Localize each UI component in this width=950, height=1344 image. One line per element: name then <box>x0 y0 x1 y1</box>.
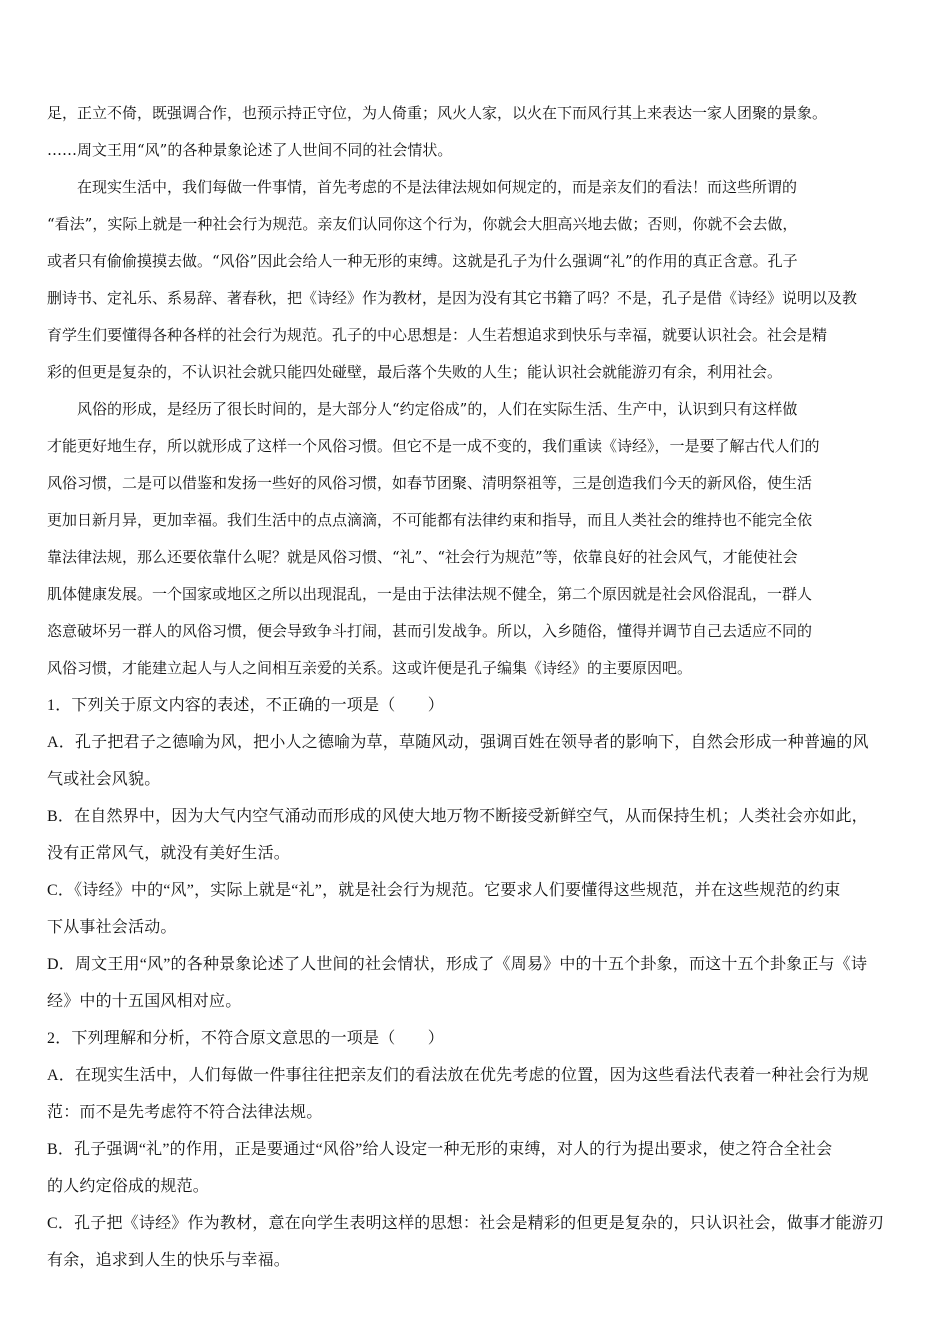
passage-line: 在现实生活中，我们每做一件事情，首先考虑的不是法律法规如何规定的，而是亲友们的看法！而这些所谓的 <box>77 178 798 196</box>
passage-line: 风俗习惯，才能建立起人与人之间相互亲爱的关系。这或许便是孔子编集《诗经》的主要原因吧。 <box>47 659 693 677</box>
passage-line: 靠法律法规，那么还要依靠什么呢？就是风俗习惯、“礼”、“社会行为规范”等，依靠良好的社会风气，才能使社会 <box>47 548 798 566</box>
passage-line: 更加日新月异，更加幸福。我们生活中的点点滴滴，不可能都有法律约束和指导，而且人类社会的维持也不能完全依 <box>47 511 813 529</box>
passage-line: 才能更好地生存，所以就形成了这样一个风俗习惯。但它不是一成不变的，我们重读《诗经》，一是要了解古代人们的 <box>47 437 820 455</box>
question-1-option-c: C．《诗经》中的“风”，实际上就是“礼”，就是社会行为规范。它要求人们要懂得这些规范，并在这些规范的约束 <box>47 882 841 899</box>
passage-line: “看法”，实际上就是一种社会行为规范。亲友们认同你这个行为，你就会大胆高兴地去做；否则，你就不会去做， <box>47 215 798 233</box>
question-2-option-b: B．孔子强调“礼”的作用，正是要通过“风俗”给人设定一种无形的束缚，对人的行为提出要求，使之符合全社会 <box>47 1141 833 1158</box>
question-1-option-d: D．周文王用“风”的各种景象论述了人世间的社会情状，形成了《周易》中的十五个卦象，而这十五个卦象正与《诗 <box>47 956 868 973</box>
question-2-option-a: A．在现实生活中，人们每做一件事往往把亲友们的看法放在优先考虑的位置，因为这些看法代表着一种社会行为规 <box>47 1067 869 1084</box>
question-1-option-c-cont: 下从事社会活动。 <box>47 919 177 936</box>
question-2-option-a-cont: 范：而不是先考虑符不符合法律法规。 <box>47 1104 323 1121</box>
document-page <box>47 95 909 1279</box>
passage-line: 风俗的形成，是经历了很长时间的，是大部分人“约定俗成”的，人们在实际生活、生产中，认识到只有这样做 <box>77 400 798 418</box>
question-1-option-b-cont: 没有正常风气，就没有美好生活。 <box>47 845 291 862</box>
passage-line: ……周文王用“风”的各种景象论述了人世间不同的社会情状。 <box>47 141 453 159</box>
passage-line: 删诗书、定礼乐、系易辞、著春秋，把《诗经》作为教材，是因为没有其它书籍了吗？不是，孔子是借《诗经》说明以及教 <box>47 289 858 307</box>
passage-line: 肌体健康发展。一个国家或地区之所以出现混乱，一是由于法律法规不健全，第二个原因就是社会风俗混乱，一群人 <box>47 585 813 603</box>
question-2-stem: 2．下列理解和分析，不符合原文意思的一项是（ ） <box>47 1030 445 1047</box>
passage-line: 恣意破坏另一群人的风俗习惯，便会导致争斗打闹，甚而引发战争。所以，入乡随俗，懂得并调节自己去适应不同的 <box>47 622 813 640</box>
passage-line: 彩的但更是复杂的，不认识社会就只能四处碰壁，最后落个失败的人生；能认识社会就能游刃有余，利用社会。 <box>47 363 783 381</box>
question-1-option-a: A．孔子把君子之德喻为风，把小人之德喻为草，草随风动，强调百姓在领导者的影响下，自然会形成一种普遍的风 <box>47 734 869 751</box>
question-2-option-c-cont: 有余，追求到人生的快乐与幸福。 <box>47 1252 291 1269</box>
question-2-option-c: C．孔子把《诗经》作为教材，意在向学生表明这样的思想：社会是精彩的但更是复杂的，只认识社会，做事才能游刃 <box>47 1215 885 1232</box>
passage-line: 或者只有偷偷摸摸去做。“风俗”因此会给人一种无形的束缚。这就是孔子为什么强调“礼”的作用的真正含意。孔子 <box>47 252 798 270</box>
question-1-option-a-cont: 气或社会风貌。 <box>47 771 161 788</box>
question-2-option-b-cont: 的人约定俗成的规范。 <box>47 1178 210 1195</box>
question-1-stem: 1．下列关于原文内容的表述，不正确的一项是（ ） <box>47 697 445 714</box>
question-1-option-b: B．在自然界中，因为大气内空气涌动而形成的风使大地万物不断接受新鲜空气，从而保持生机；人类社会亦如此， <box>47 808 868 825</box>
passage-line: 育学生们要懂得各种各样的社会行为规范。孔子的中心思想是：人生若想追求到快乐与幸福，就要认识社会。社会是精 <box>47 326 828 344</box>
question-1-option-d-cont: 经》中的十五国风相对应。 <box>47 993 242 1010</box>
passage-line: 风俗习惯，二是可以借鉴和发扬一些好的风俗习惯，如春节团聚、清明祭祖等，三是创造我们今天的新风俗，使生活 <box>47 474 813 492</box>
passage-line: 足，正立不倚，既强调合作，也预示持正守位，为人倚重；风火人家，以火在下而风行其上来表达一家人团聚的景象。 <box>47 104 828 122</box>
